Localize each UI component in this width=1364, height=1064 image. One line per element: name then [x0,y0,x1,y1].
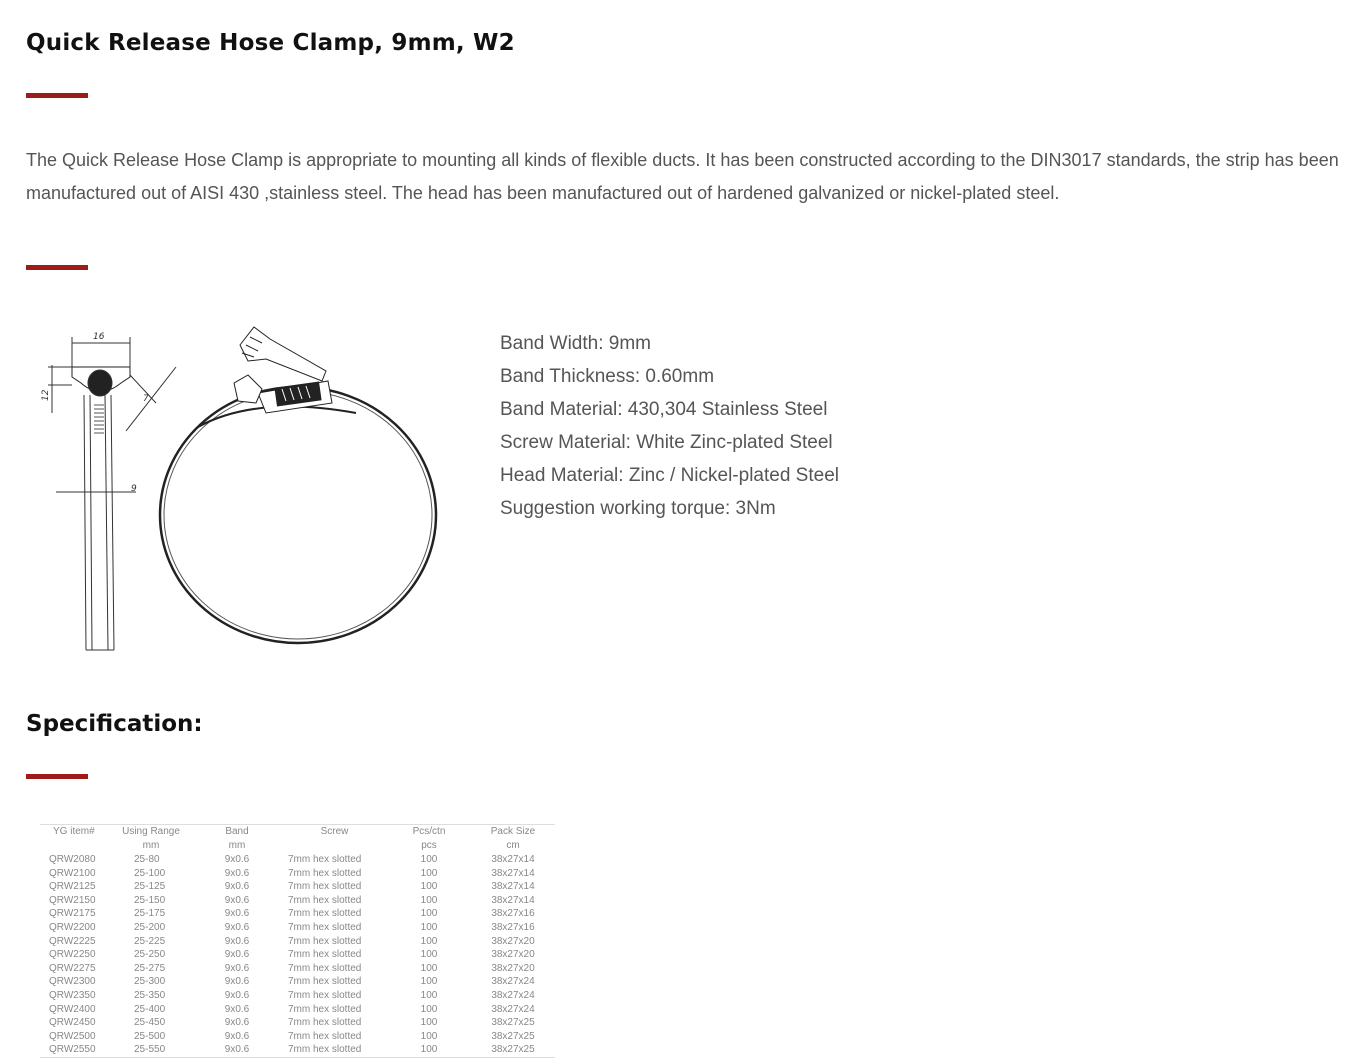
table-header-row [40,825,555,840]
title-underline [26,93,88,98]
cell-screw: 7mm hex slotted [288,989,362,1001]
table-body [40,853,555,1057]
cell-item: QRW2500 [49,1030,96,1042]
dim-label-band: 9 [131,484,137,494]
cell-pack-size: 38x27x25 [471,1043,555,1057]
cell-pcs-ctn: 100 [420,908,438,920]
cell-pcs-ctn: 100 [387,1043,471,1057]
property-working-torque: Suggestion working torque: 3Nm [500,498,776,519]
table-row [40,948,555,962]
dim-label-screw: 7 [143,394,149,404]
cell-pack-size: 38x27x24 [491,976,535,988]
table-row [40,880,555,894]
cell-item: QRW2100 [49,867,96,879]
cell-using-range: 25-250 [134,949,166,961]
specification-table [40,824,555,1058]
cell-pack-size: 38x27x14 [491,867,535,879]
cell-using-range: 25-450 [134,1017,166,1029]
table-row [40,975,555,989]
unit-using-range: mm [142,840,160,851]
page-title: Quick Release Hose Clamp, 9mm, W2 [26,30,515,56]
cell-screw: 7mm hex slotted [288,908,362,920]
cell-screw: 7mm hex slotted [288,935,362,947]
header-band: Band [192,825,282,840]
cell-pcs-ctn: 100 [420,935,438,947]
cell-pcs-ctn: 100 [420,854,438,865]
property-band-thickness: Band Thickness: 0.60mm [500,366,715,387]
cell-pack-size: 38x27x20 [491,962,535,974]
specification-title: Specification: [26,711,203,737]
cell-item: QRW2400 [49,1003,96,1015]
cell-screw: 7mm hex slotted [288,894,362,906]
cell-item: QRW2300 [49,976,96,988]
cell-using-range: 25-500 [134,1030,166,1042]
cell-screw: 7mm hex slotted [288,949,362,961]
cell-using-range: 25-80 [134,854,160,865]
cell-item: QRW2250 [49,949,96,961]
table-row [40,935,555,949]
cell-band: 9x0.6 [224,935,250,947]
cell-item: QRW2175 [49,908,96,920]
cell-item: QRW2225 [49,935,96,947]
product-properties [500,327,839,525]
cell-band: 9x0.6 [224,881,250,893]
cell-pcs-ctn: 100 [420,976,438,988]
cell-item: QRW2125 [49,881,96,893]
cell-pack-size: 38x27x20 [491,935,535,947]
cell-using-range: 25-150 [134,894,166,906]
cell-screw: 7mm hex slotted [288,854,362,865]
header-screw: Screw [282,825,387,840]
cell-using-range: 25-550 [110,1043,192,1057]
table-row [40,1030,555,1044]
hose-clamp-technical-drawing [26,305,462,670]
cell-pcs-ctn: 100 [420,881,438,893]
cell-pcs-ctn: 100 [420,867,438,879]
cell-screw: 7mm hex slotted [288,962,362,974]
clamp-side-view [48,337,176,650]
cell-using-range: 25-125 [134,881,166,893]
table-units-row [40,839,555,853]
cell-using-range: 25-100 [134,867,166,879]
cell-band: 9x0.6 [224,989,250,1001]
header-pack-size: Pack Size [471,825,555,840]
clamp-front-view [160,327,436,643]
unit-pcs-ctn: pcs [421,840,437,851]
cell-pcs-ctn: 100 [420,894,438,906]
cell-pack-size: 38x27x25 [491,1017,535,1029]
cell-band: 9x0.6 [224,1030,250,1042]
table-row [40,921,555,935]
cell-item: QRW2200 [49,921,96,933]
property-band-width: Band Width: 9mm [500,333,651,354]
cell-pack-size: 38x27x25 [491,1030,535,1042]
cell-pcs-ctn: 100 [420,1030,438,1042]
cell-band: 9x0.6 [224,949,250,961]
cell-band: 9x0.6 [224,962,250,974]
table-row [40,1016,555,1030]
cell-pcs-ctn: 100 [420,962,438,974]
cell-band: 9x0.6 [224,1003,250,1015]
cell-screw: 7mm hex slotted [288,1003,362,1015]
table-row [40,962,555,976]
unit-pack-size: cm [506,840,520,851]
unit-band: mm [228,840,246,851]
table-row [40,867,555,881]
table-row [40,1043,555,1057]
cell-item: QRW2080 [49,854,96,865]
cell-band: 9x0.6 [224,867,250,879]
cell-screw: 7mm hex slotted [288,1030,362,1042]
cell-using-range: 25-225 [134,935,166,947]
cell-pcs-ctn: 100 [420,949,438,961]
cell-band: 9x0.6 [192,1043,282,1057]
property-screw-material: Screw Material: White Zinc-plated Steel [500,432,833,453]
cell-band: 9x0.6 [224,921,250,933]
cell-band: 9x0.6 [224,976,250,988]
cell-pack-size: 38x27x14 [491,894,535,906]
property-head-material: Head Material: Zinc / Nickel-plated Steel [500,465,839,486]
cell-pack-size: 38x27x16 [491,921,535,933]
dim-label-width: 16 [93,332,105,342]
cell-pcs-ctn: 100 [420,921,438,933]
cell-item: QRW2150 [49,894,96,906]
specification-underline [26,774,88,779]
cell-pack-size: 38x27x16 [491,908,535,920]
table-row [40,894,555,908]
dim-label-height: 12 [41,389,51,401]
cell-pack-size: 38x27x24 [491,989,535,1001]
cell-pcs-ctn: 100 [420,1017,438,1029]
header-pcs-ctn: Pcs/ctn [387,825,471,840]
cell-screw: 7mm hex slotted [288,867,362,879]
cell-using-range: 25-200 [134,921,166,933]
cell-pack-size: 38x27x24 [491,1003,535,1015]
cell-pack-size: 38x27x20 [491,949,535,961]
header-item: YG item# [40,825,110,840]
cell-item: QRW2550 [40,1043,110,1057]
cell-band: 9x0.6 [224,894,250,906]
property-band-material: Band Material: 430,304 Stainless Steel [500,399,828,420]
cell-item: QRW2450 [49,1017,96,1029]
cell-screw: 7mm hex slotted [288,976,362,988]
cell-using-range: 25-400 [134,1003,166,1015]
unit-item [40,839,110,853]
section-divider [26,265,88,270]
cell-band: 9x0.6 [224,1017,250,1029]
cell-screw: 7mm hex slotted [282,1043,387,1057]
unit-screw [282,839,387,853]
cell-pcs-ctn: 100 [420,1003,438,1015]
cell-band: 9x0.6 [224,854,250,865]
cell-using-range: 25-275 [134,962,166,974]
header-using-range: Using Range [110,825,192,840]
cell-screw: 7mm hex slotted [288,921,362,933]
cell-screw: 7mm hex slotted [288,1017,362,1029]
cell-screw: 7mm hex slotted [288,881,362,893]
cell-pack-size: 38x27x14 [491,854,535,865]
cell-using-range: 25-300 [134,976,166,988]
table-row [40,853,555,867]
table-row [40,1003,555,1017]
table-row [40,907,555,921]
cell-band: 9x0.6 [224,908,250,920]
cell-using-range: 25-175 [134,908,166,920]
cell-pcs-ctn: 100 [420,989,438,1001]
cell-item: QRW2350 [49,989,96,1001]
cell-using-range: 25-350 [134,989,166,1001]
cell-pack-size: 38x27x14 [491,881,535,893]
cell-item: QRW2275 [49,962,96,974]
product-description: The Quick Release Hose Clamp is appropriate to mounting all kinds of flexible ducts. It has been constructed according to the DIN3017 standards, the strip has been manufactured out of AISI 430 ,stainless steel. The head has been manufactured out of hardened galvanized or nickel-plated steel. [26,150,1339,203]
table-row [40,989,555,1003]
